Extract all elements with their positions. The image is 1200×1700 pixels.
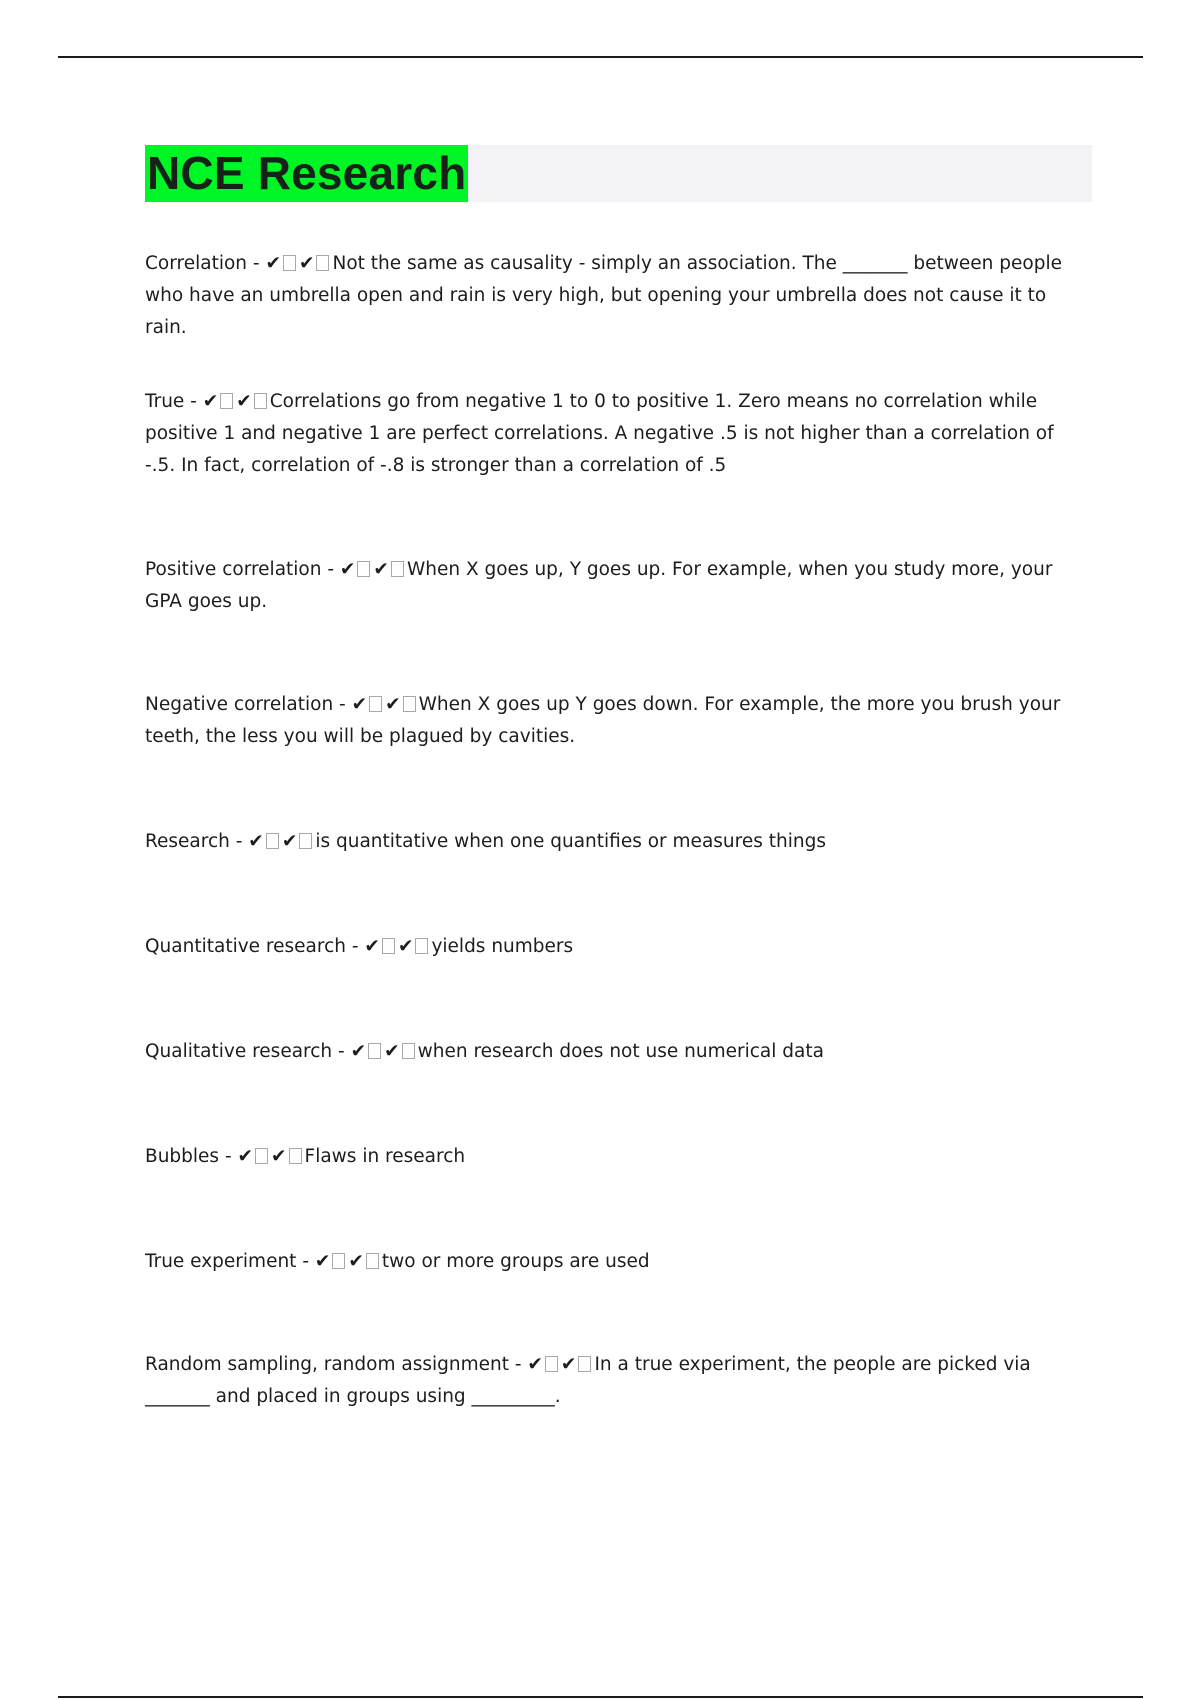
box-icon (283, 255, 296, 271)
checkmark-icon: ✔ (298, 253, 315, 274)
box-icon (402, 1043, 415, 1059)
checkmark-icon: ✔ (527, 1354, 543, 1375)
checkmark-icon: ✔ (265, 253, 281, 274)
flashcard-entry (145, 826, 1085, 858)
checkmark-icon: ✔ (373, 559, 389, 580)
box-icon (545, 1356, 558, 1372)
checkmark-icon: ✔ (236, 391, 252, 412)
box-icon (369, 696, 382, 712)
entry-separator: - (508, 1354, 528, 1375)
entry-term: Qualitative research (145, 1041, 333, 1062)
entry-separator: - (296, 1251, 315, 1272)
entry-term: Research (145, 831, 230, 852)
entry-separator: - (184, 391, 203, 412)
box-icon (220, 393, 233, 409)
entry-term: Quantitative research (145, 936, 346, 957)
entry-separator: - (247, 253, 266, 274)
top-rule (58, 56, 1143, 58)
checkmark-icon: ✔ (281, 831, 298, 852)
entry-term: True experiment (145, 1251, 297, 1272)
box-icon (403, 696, 416, 712)
flashcard-entry (145, 1141, 1085, 1173)
document-title: NCE Research (145, 145, 468, 202)
entry-separator: - (333, 694, 352, 715)
box-icon (255, 1148, 268, 1164)
bottom-rule (58, 1696, 1143, 1698)
entry-separator: - (345, 936, 365, 957)
entry-term: Random sampling, random assignment (145, 1354, 509, 1375)
entry-term: Positive correlation (145, 559, 322, 580)
checkmark-icon: ✔ (350, 1041, 367, 1062)
entry-separator: - (321, 559, 340, 580)
entry-term: True (145, 391, 185, 412)
checkmark-icon: ✔ (339, 559, 356, 580)
box-icon (332, 1253, 345, 1269)
entry-definition: In a true experiment, the people are picked via _______ and placed in groups using _________. (145, 1354, 1031, 1407)
box-icon (415, 938, 428, 954)
checkmark-icon: ✔ (397, 936, 414, 957)
flashcard-entry (145, 386, 1085, 482)
entry-separator: - (229, 831, 249, 852)
checkmark-icon: ✔ (202, 391, 219, 412)
entry-term: Bubbles (145, 1146, 220, 1167)
flashcard-entry (145, 1349, 1085, 1413)
checkmark-icon: ✔ (237, 1146, 254, 1167)
entry-definition: Flaws in research (304, 1146, 466, 1167)
checkmark-icon: ✔ (271, 1146, 287, 1167)
checkmark-icon: ✔ (364, 936, 380, 957)
entry-definition: When X goes up Y goes down. For example, the more you brush your teeth, the less you will be plagued by cavities. (145, 694, 1061, 747)
box-icon (578, 1356, 591, 1372)
entry-definition: Not the same as causality - simply an association. The _______ between people who have an umbrella open and rain is very high, but opening your umbrella does not cause it to rain. (145, 253, 1062, 338)
entry-definition: Correlations go from negative 1 to 0 to positive 1. Zero means no correlation while positive 1 and negative 1 are perfect correlations. A negative .5 is not higher than a correlation of -.5. In fact, correlation of -.8 is stronger than a correlation of .5 (145, 391, 1054, 476)
checkmark-icon: ✔ (351, 694, 368, 715)
box-icon (368, 1043, 381, 1059)
flashcard-entry (145, 931, 1085, 963)
box-icon (254, 393, 267, 409)
checkmark-icon: ✔ (384, 1041, 400, 1062)
entry-definition: is quantitative when one quantifies or measures things (315, 831, 826, 852)
checkmark-icon: ✔ (560, 1354, 577, 1375)
entry-definition: When X goes up, Y goes up. For example, when you study more, your GPA goes up. (145, 559, 1053, 612)
box-icon (366, 1253, 379, 1269)
checkmark-icon: ✔ (348, 1251, 364, 1272)
entry-definition: yields numbers (431, 936, 574, 957)
flashcard-entry (145, 554, 1085, 618)
flashcard-entry (145, 689, 1085, 753)
entry-definition: two or more groups are used (381, 1251, 650, 1272)
entry-term: Correlation (145, 253, 248, 274)
box-icon (391, 561, 404, 577)
box-icon (299, 833, 312, 849)
box-icon (316, 255, 329, 271)
checkmark-icon: ✔ (385, 694, 401, 715)
entry-separator: - (219, 1146, 238, 1167)
entry-definition: when research does not use numerical data (417, 1041, 824, 1062)
box-icon (357, 561, 370, 577)
box-icon (289, 1148, 302, 1164)
checkmark-icon: ✔ (314, 1251, 331, 1272)
entry-term: Negative correlation (145, 694, 334, 715)
flashcard-entry (145, 1036, 1085, 1068)
box-icon (382, 938, 395, 954)
flashcard-entry (145, 248, 1085, 344)
checkmark-icon: ✔ (248, 831, 264, 852)
box-icon (266, 833, 279, 849)
entry-separator: - (332, 1041, 351, 1062)
flashcard-entry (145, 1246, 1085, 1278)
